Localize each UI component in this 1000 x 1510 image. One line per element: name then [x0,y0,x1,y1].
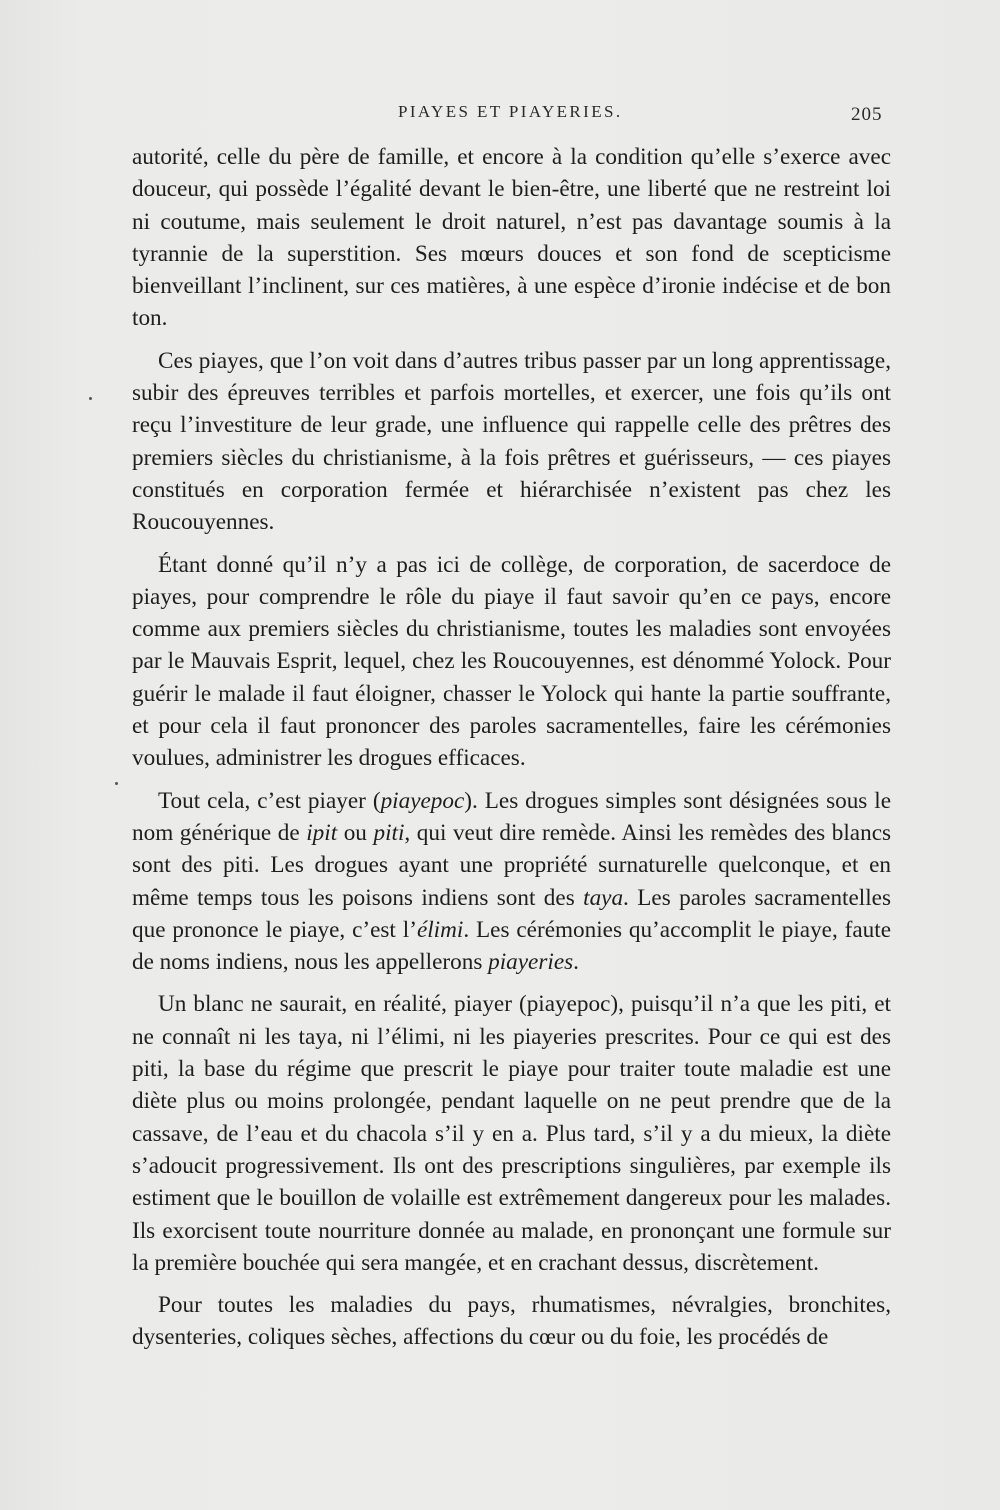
text-run: ou [337,819,374,846]
paragraph [132,549,891,775]
body-text [132,141,891,1364]
text-run: , qui veut dire remède. Ainsi les remèdes des blancs sont des piti. Les drogues ayant une propriété surnaturelle quelconque, et en même temps tous les poisons indiens sont des [132,819,892,911]
running-head [0,102,1000,132]
paragraph [132,785,891,979]
paragraph [132,141,891,335]
paragraph [132,1289,891,1354]
text-run: ). Les drogues simples sont désignées sous le nom générique de [132,787,892,846]
speck-mark [115,782,118,785]
paragraph [132,988,891,1279]
running-head-title: PIAYES ET PIAYERIES. [398,102,623,121]
paragraph [132,345,891,539]
page-number: 205 [851,104,883,125]
italic-term: taya [583,884,624,911]
text-run: Tout cela, c’est piayer ( [158,787,381,814]
text-run: Étant donné qu’il n’y a pas ici de collège, de corporation, de sacerdoce de piayes, pour comprendre le rôle du piaye il faut savoir qu’en ce pays, encore comme aux premiers siècles du christianisme, toutes les maladies sont envoyées par le Mauvais Esprit, lequel, chez les Roucouyennes, est dénommé Yolock. Pour guérir le malade il faut éloigner, chasser le Yolock qui hante la partie souffrante, et pour cela il faut prononcer des paroles sacramentelles, faire les cérémonies voulues, administrer les drogues efficaces. [132,551,891,772]
text-run: Pour toutes les maladies du pays, rhumatismes, névralgies, bronchites, dysenteries, coliques sèches, affections du cœur ou du foie, les procédés de [132,1292,891,1351]
speck-mark [89,397,92,400]
text-run: Un blanc ne saurait, en réalité, piayer (piayepoc), puisqu’il n’a que les piti, et ne connaît ni les taya, ni l’élimi, ni les piayeries prescrites. Pour ce qui est des piti, la base du régime que prescrit le piaye pour traiter toute maladie est une diète plus ou moins prolongée, pendant laquelle on ne peut prendre que de la cassave, de l’eau et du chacola s’il y en a. Plus tard, s’il y a du mieux, la diète s’adoucit progressivement. Ils ont des prescriptions singulières, par exemple ils estiment que le bouillon de volaille est extrêmement dangereux pour les malades. Ils exorcisent toute nourriture donnée au malade, en prononçant une formule sur la première bouchée qui sera mangée, et en crachant dessus, discrètement. [132,991,891,1276]
text-run: Ces piayes, que l’on voit dans d’autres tribus passer par un long apprentissage, subir des épreuves terribles et parfois mortelles, et exercer, une fois qu’ils ont reçu l’investiture de leur grade, une influence qui rappelle celle des prêtres des premiers siècles du christianisme, à la fois prêtres et guérisseurs, — ces piayes constitués en corporation fermée et hiérarchisée n’existent pas chez les Roucouyennes. [132,347,891,536]
text-run: . Les paroles sacramentelles que prononce le piaye, c’est l’ [132,884,891,943]
italic-term: piti [373,819,405,846]
italic-term: ipit [306,819,338,846]
italic-term: élimi [416,916,464,943]
text-run: autorité, celle du père de famille, et encore à la condition qu’elle s’exerce avec douceur, qui possède l’égalité devant le bien-être, une liberté que ne restreint loi ni coutume, mais seulement le droit naturel, n’est pas davantage soumis à la tyrannie de la superstition. Ses mœurs douces et son fond de scepticisme bienveillant l’inclinent, sur ces matières, à une espèce d’ironie indécise et de bon ton. [132,144,891,332]
italic-term: piayeries [488,949,574,976]
text-run: . Les cérémonies qu’accomplit le piaye, faute de noms indiens, nous les appellerons [132,916,891,976]
text-run: . [573,949,579,976]
italic-term: piayepoc [380,787,465,814]
